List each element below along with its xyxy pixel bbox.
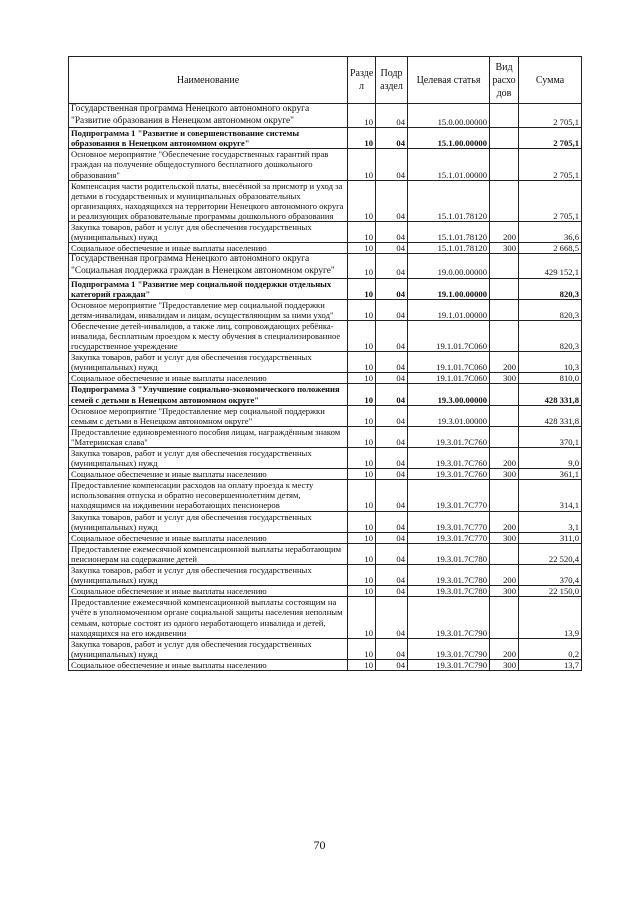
- cell-subsection: 04: [376, 659, 408, 670]
- cell-sum: 9,0: [519, 448, 582, 469]
- cell-target: 19.3.01.7C790: [408, 659, 490, 670]
- cell-target: 19.3.01.7C760: [408, 426, 490, 447]
- cell-target: 19.3.01.7C760: [408, 469, 490, 480]
- cell-sum: 370,1: [519, 426, 582, 447]
- table-row: [69, 104, 582, 128]
- cell-name: Закупка товаров, работ и услуг для обеспечения государственных (муниципальных) нужд: [69, 511, 348, 532]
- cell-target: 15.1.01.78120: [408, 222, 490, 243]
- cell-exp-type: 200: [490, 352, 519, 373]
- cell-sum: 820,3: [519, 278, 582, 299]
- cell-name: Социальное обеспечение и иные выплаты населению: [69, 586, 348, 597]
- cell-section: 10: [348, 320, 376, 351]
- cell-section: 10: [348, 299, 376, 320]
- cell-subsection: 04: [376, 448, 408, 469]
- cell-target: 19.3.00.00000: [408, 384, 490, 405]
- cell-subsection: 04: [376, 104, 408, 128]
- cell-subsection: 04: [376, 243, 408, 254]
- cell-exp-type: [490, 180, 519, 221]
- cell-section: 10: [348, 405, 376, 426]
- cell-name: Основное мероприятие "Обеспечение государственных гарантий прав граждан на получение общедоступного бесплатного дошкольного образования": [69, 149, 348, 180]
- cell-name: Закупка товаров, работ и услуг для обеспечения государственных (муниципальных) нужд: [69, 565, 348, 586]
- cell-exp-type: 300: [490, 532, 519, 543]
- cell-exp-type: [490, 149, 519, 180]
- cell-target: 19.3.01.7C760: [408, 448, 490, 469]
- cell-sum: 13,9: [519, 597, 582, 638]
- header-sum: Сумма: [519, 57, 582, 104]
- table-row: [69, 405, 582, 426]
- cell-name: Социальное обеспечение и иные выплаты населению: [69, 532, 348, 543]
- page-number: 70: [313, 838, 326, 852]
- cell-subsection: 04: [376, 405, 408, 426]
- table-body: [69, 104, 582, 671]
- table-row: [69, 565, 582, 586]
- table-row: [69, 597, 582, 638]
- table-row: [69, 373, 582, 384]
- header-name: Наименование: [69, 57, 348, 104]
- cell-name: Социальное обеспечение и иные выплаты населению: [69, 373, 348, 384]
- cell-name: Социальное обеспечение и иные выплаты населению: [69, 659, 348, 670]
- cell-sum: 311,0: [519, 532, 582, 543]
- cell-target: 19.3.01.00000: [408, 405, 490, 426]
- cell-subsection: 04: [376, 586, 408, 597]
- cell-section: 10: [348, 254, 376, 278]
- cell-target: 15.1.01.78120: [408, 180, 490, 221]
- table-row: [69, 352, 582, 373]
- table-row: [69, 299, 582, 320]
- cell-section: 10: [348, 586, 376, 597]
- cell-name: Предоставление ежемесячной компенсационной выплаты состоящим на учёте в уполномоченном органе социальной защиты населения неполным семьям, которые состоят из одного неработающего инвалида и детей, находящихся на его иждивении: [69, 597, 348, 638]
- header-subsection: Подр аздел: [376, 57, 408, 104]
- cell-section: 10: [348, 469, 376, 480]
- cell-section: 10: [348, 543, 376, 564]
- cell-section: 10: [348, 278, 376, 299]
- cell-exp-type: [490, 480, 519, 511]
- cell-section: 10: [348, 149, 376, 180]
- cell-section: 10: [348, 565, 376, 586]
- table-row: [69, 480, 582, 511]
- cell-exp-type: [490, 104, 519, 128]
- cell-name: Закупка товаров, работ и услуг для обеспечения государственных (муниципальных) нужд: [69, 352, 348, 373]
- cell-target: 15.1.00.00000: [408, 128, 490, 149]
- cell-sum: 370,4: [519, 565, 582, 586]
- cell-name: Основное мероприятие "Предоставление мер социальной поддержки детям-инвалидам, инвалидам и лицам, осуществляющим за ними уход": [69, 299, 348, 320]
- cell-section: 10: [348, 597, 376, 638]
- cell-target: 19.3.01.7C780: [408, 543, 490, 564]
- cell-section: 10: [348, 222, 376, 243]
- cell-subsection: 04: [376, 638, 408, 659]
- cell-sum: 314,1: [519, 480, 582, 511]
- cell-subsection: 04: [376, 278, 408, 299]
- cell-exp-type: [490, 299, 519, 320]
- cell-section: 10: [348, 180, 376, 221]
- cell-target: 19.3.01.7C770: [408, 480, 490, 511]
- cell-target: 19.3.01.7C780: [408, 565, 490, 586]
- table-row: [69, 532, 582, 543]
- cell-section: 10: [348, 511, 376, 532]
- cell-sum: 22 150,0: [519, 586, 582, 597]
- cell-sum: 820,3: [519, 320, 582, 351]
- cell-subsection: 04: [376, 373, 408, 384]
- cell-subsection: 04: [376, 299, 408, 320]
- cell-exp-type: 200: [490, 448, 519, 469]
- cell-name: Компенсация части родительской платы, внесённой за присмотр и уход за детьми в государственных и муниципальных образовательных организациях, находящихся на территории Ненецкого автономного округа и реализующих образовательные программы дошкольного образования: [69, 180, 348, 221]
- cell-exp-type: 200: [490, 565, 519, 586]
- cell-exp-type: 200: [490, 638, 519, 659]
- table-row: [69, 543, 582, 564]
- table-row: [69, 638, 582, 659]
- cell-subsection: 04: [376, 149, 408, 180]
- cell-sum: 2 705,1: [519, 180, 582, 221]
- cell-sum: 2 668,5: [519, 243, 582, 254]
- table-row: [69, 222, 582, 243]
- cell-section: 10: [348, 480, 376, 511]
- cell-name: Социальное обеспечение и иные выплаты населению: [69, 243, 348, 254]
- cell-exp-type: [490, 384, 519, 405]
- cell-target: 15.1.01.78120: [408, 243, 490, 254]
- cell-sum: 10,3: [519, 352, 582, 373]
- cell-sum: 36,6: [519, 222, 582, 243]
- cell-subsection: 04: [376, 180, 408, 221]
- cell-name: Закупка товаров, работ и услуг для обеспечения государственных (муниципальных) нужд: [69, 448, 348, 469]
- cell-sum: 2 705,1: [519, 104, 582, 128]
- cell-name: Государственная программа Ненецкого автономного округа "Развитие образования в Ненецком автономном округе": [69, 104, 348, 128]
- cell-subsection: 04: [376, 426, 408, 447]
- cell-sum: 810,0: [519, 373, 582, 384]
- cell-exp-type: 200: [490, 511, 519, 532]
- table-row: [69, 149, 582, 180]
- cell-sum: 820,3: [519, 299, 582, 320]
- cell-name: Подпрограмма 1 "Развитие мер социальной поддержки отдельных категорий граждан": [69, 278, 348, 299]
- cell-name: Государственная программа Ненецкого автономного округа "Социальная поддержка граждан в Ненецком автономном округе": [69, 254, 348, 278]
- cell-target: 19.3.01.7C790: [408, 638, 490, 659]
- cell-section: 10: [348, 352, 376, 373]
- table-row: [69, 448, 582, 469]
- cell-subsection: 04: [376, 128, 408, 149]
- cell-subsection: 04: [376, 469, 408, 480]
- cell-target: 19.0.00.00000: [408, 254, 490, 278]
- cell-sum: 0,2: [519, 638, 582, 659]
- cell-section: 10: [348, 104, 376, 128]
- cell-section: 10: [348, 128, 376, 149]
- cell-target: 15.1.01.00000: [408, 149, 490, 180]
- cell-subsection: 04: [376, 384, 408, 405]
- cell-target: 19.3.01.7C770: [408, 532, 490, 543]
- cell-exp-type: [490, 405, 519, 426]
- header-section: Разде л: [348, 57, 376, 104]
- cell-exp-type: 300: [490, 243, 519, 254]
- cell-target: 19.3.01.7C770: [408, 511, 490, 532]
- cell-name: Предоставление единовременного пособия лицам, награждённым знаком "Материнская слава": [69, 426, 348, 447]
- cell-section: 10: [348, 448, 376, 469]
- cell-subsection: 04: [376, 352, 408, 373]
- cell-exp-type: [490, 128, 519, 149]
- table-row: [69, 278, 582, 299]
- cell-exp-type: [490, 254, 519, 278]
- cell-sum: 22 520,4: [519, 543, 582, 564]
- table-row: [69, 586, 582, 597]
- table-row: [69, 128, 582, 149]
- cell-target: 19.1.00.00000: [408, 278, 490, 299]
- cell-section: 10: [348, 659, 376, 670]
- cell-subsection: 04: [376, 565, 408, 586]
- cell-subsection: 04: [376, 222, 408, 243]
- cell-sum: 428 331,8: [519, 384, 582, 405]
- cell-subsection: 04: [376, 532, 408, 543]
- cell-exp-type: [490, 426, 519, 447]
- cell-exp-type: [490, 320, 519, 351]
- table-row: [69, 243, 582, 254]
- cell-target: 19.3.01.7C780: [408, 586, 490, 597]
- table-row: [69, 180, 582, 221]
- cell-section: 10: [348, 243, 376, 254]
- cell-target: 19.1.01.7C060: [408, 320, 490, 351]
- budget-table: [68, 56, 582, 671]
- table-row: [69, 384, 582, 405]
- cell-exp-type: [490, 278, 519, 299]
- cell-subsection: 04: [376, 543, 408, 564]
- cell-exp-type: 300: [490, 373, 519, 384]
- table-row: [69, 254, 582, 278]
- cell-sum: 3,1: [519, 511, 582, 532]
- cell-exp-type: 300: [490, 469, 519, 480]
- cell-sum: 2 705,1: [519, 149, 582, 180]
- cell-name: Обеспечение детей-инвалидов, а также лиц, сопровождающих ребёнка-инвалида, бесплатным проездом к месту обучения в специализированное государственное учреждение: [69, 320, 348, 351]
- cell-sum: 428 331,8: [519, 405, 582, 426]
- cell-target: 19.1.01.00000: [408, 299, 490, 320]
- cell-exp-type: [490, 543, 519, 564]
- cell-name: Подпрограмма 3 "Улучшение социально-экономического положения семей с детьми в Ненецком автономном округе": [69, 384, 348, 405]
- cell-target: 19.3.01.7C790: [408, 597, 490, 638]
- cell-name: Подпрограмма 1 "Развитие и совершенствование системы образования в Ненецком автономном округе": [69, 128, 348, 149]
- cell-sum: 2 705,1: [519, 128, 582, 149]
- cell-exp-type: [490, 597, 519, 638]
- table-row: [69, 469, 582, 480]
- cell-name: Основное мероприятие "Предоставление мер социальной поддержки семьям с детьми в Ненецком автономном округе": [69, 405, 348, 426]
- table-row: [69, 320, 582, 351]
- cell-exp-type: 300: [490, 659, 519, 670]
- cell-subsection: 04: [376, 320, 408, 351]
- table-row: [69, 659, 582, 670]
- cell-name: Предоставление компенсации расходов на оплату проезда к месту использования отпуска и обратно несовершеннолетним детям, находящимся на иждивении неработающих пенсионеров: [69, 480, 348, 511]
- header-target: Целевая статья: [408, 57, 490, 104]
- cell-subsection: 04: [376, 480, 408, 511]
- table-row: [69, 511, 582, 532]
- cell-target: 19.1.01.7C060: [408, 373, 490, 384]
- cell-subsection: 04: [376, 254, 408, 278]
- cell-sum: 361,1: [519, 469, 582, 480]
- cell-name: Социальное обеспечение и иные выплаты населению: [69, 469, 348, 480]
- cell-subsection: 04: [376, 597, 408, 638]
- table-row: [69, 426, 582, 447]
- cell-exp-type: 200: [490, 222, 519, 243]
- cell-section: 10: [348, 373, 376, 384]
- cell-target: 19.1.01.7C060: [408, 352, 490, 373]
- cell-name: Предоставление ежемесячной компенсационной выплаты неработающим пенсионерам на содержание детей: [69, 543, 348, 564]
- cell-name: Закупка товаров, работ и услуг для обеспечения государственных (муниципальных) нужд: [69, 638, 348, 659]
- cell-sum: 13,7: [519, 659, 582, 670]
- cell-sum: 429 152,1: [519, 254, 582, 278]
- cell-section: 10: [348, 426, 376, 447]
- cell-subsection: 04: [376, 511, 408, 532]
- header-exp-type: Вид расхо дов: [490, 57, 519, 104]
- cell-name: Закупка товаров, работ и услуг для обеспечения государственных (муниципальных) нужд: [69, 222, 348, 243]
- cell-exp-type: 300: [490, 586, 519, 597]
- cell-target: 15.0.00.00000: [408, 104, 490, 128]
- cell-section: 10: [348, 532, 376, 543]
- cell-section: 10: [348, 638, 376, 659]
- cell-section: 10: [348, 384, 376, 405]
- table-header-row: [69, 57, 582, 104]
